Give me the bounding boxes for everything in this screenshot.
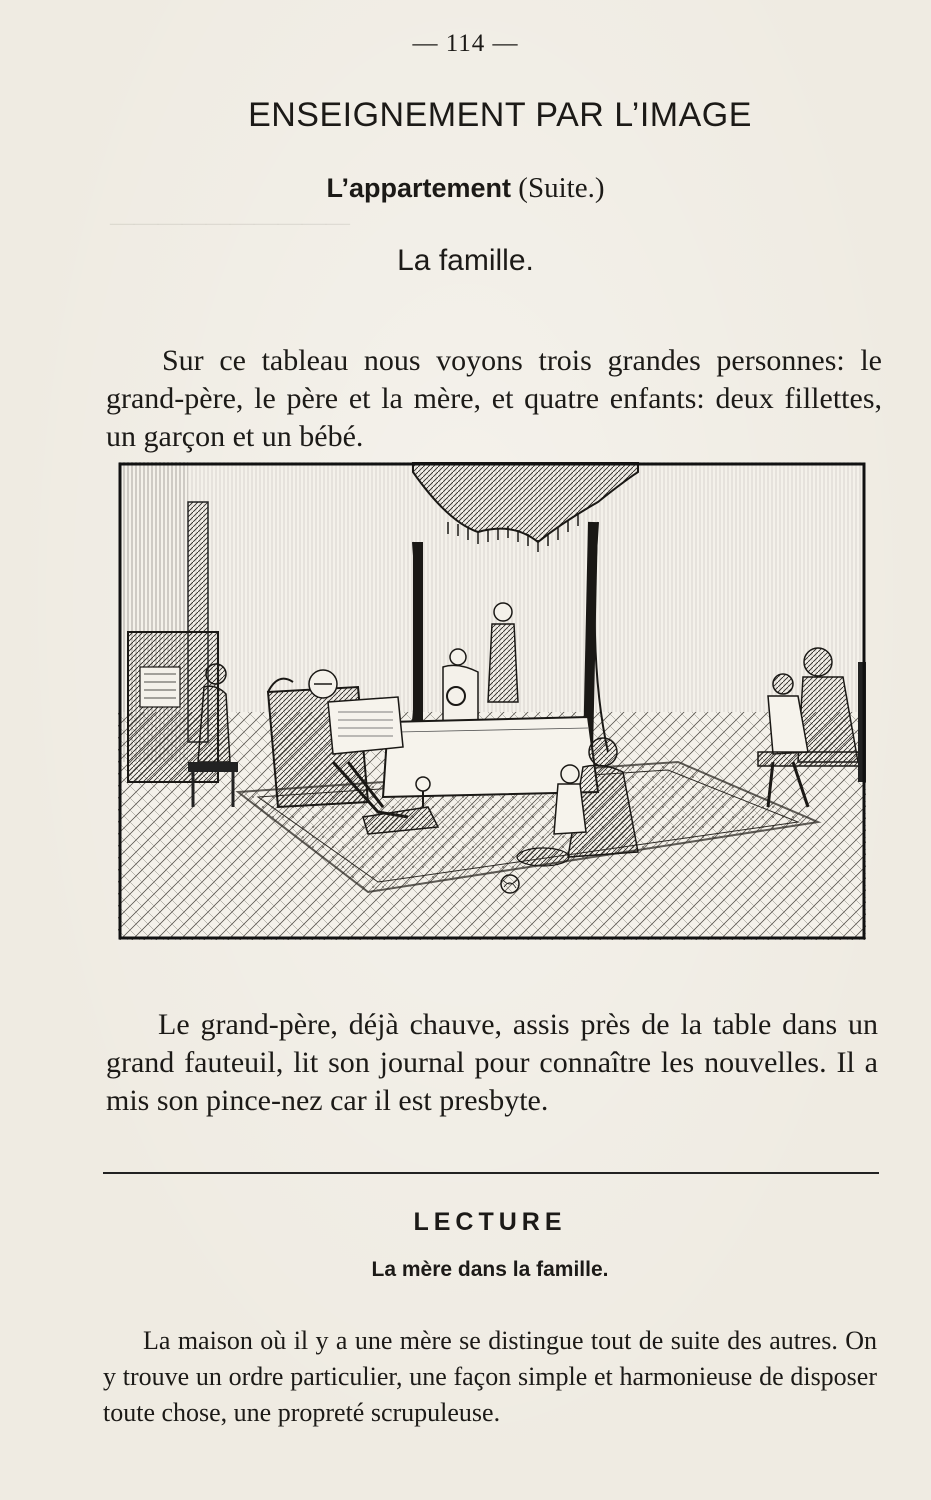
family-interior-illustration xyxy=(118,462,866,940)
paragraph-reading: La maison où il y a une mère se distingue tout de suite des autres. On y trouve un ordre particulier, une façon simple et harmonieuse de disposer toute chose, une propreté scrupuleuse. xyxy=(103,1326,877,1427)
subtitle xyxy=(0,172,931,205)
reading-subtitle: La mère dans la famille. xyxy=(371,1258,609,1281)
paragraph-grandfather: Le grand-père, déjà chauve, assis près de la table dans un grand fauteuil, lit son journal pour connaître les nouvelles. Il a mis son pince-nez car il est presbyte. xyxy=(106,1008,878,1117)
subtitle-bold: L’appartement xyxy=(326,173,512,203)
family-heading: La famille. xyxy=(397,244,534,277)
page-number: — 114 — xyxy=(412,30,519,57)
reading-title: LECTURE xyxy=(413,1208,567,1236)
paragraph-intro: Sur ce tableau nous voyons trois grandes personnes: le grand-père, le père et la mère, et quatre enfants: deux fillettes, un garçon et un bébé. xyxy=(106,344,882,453)
section-divider xyxy=(103,1172,879,1174)
section-title: ENSEIGNEMENT PAR L’IMAGE xyxy=(248,96,752,134)
bleed-through-text: —————————— xyxy=(110,210,350,236)
subtitle-suite: (Suite.) xyxy=(511,172,605,204)
